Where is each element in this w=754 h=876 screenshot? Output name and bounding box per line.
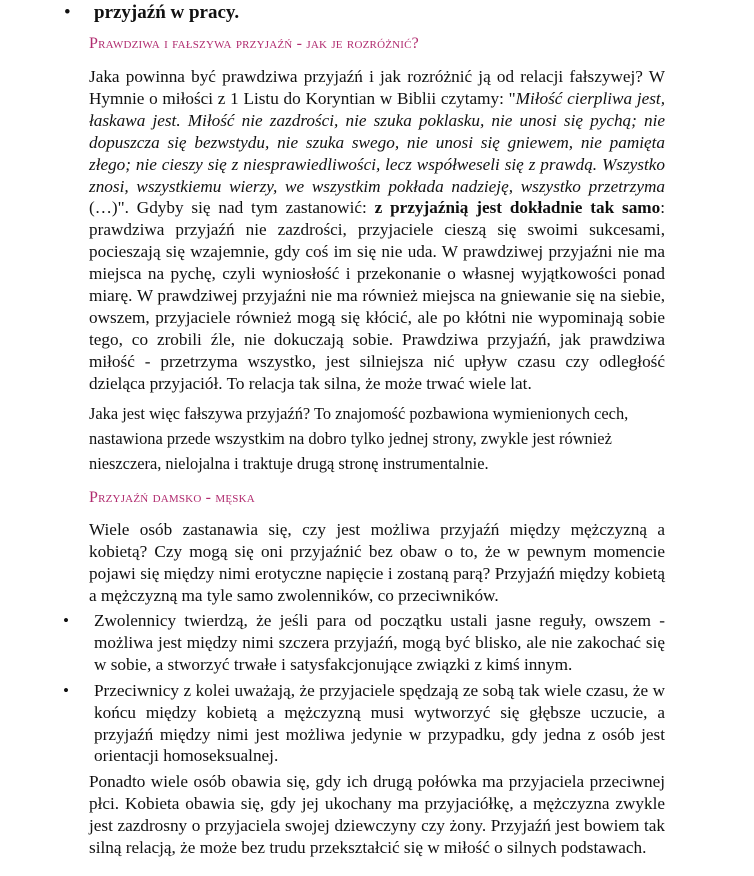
bullet-icon: • xyxy=(64,2,71,23)
paragraph-false-friendship: Jaka jest więc fałszywa przyjaźń? To znajomość pozbawiona wymienionych cech, nastawiona przede wszystkim na dobro tylko jednej strony, zwykle jest również nieszczera, nielojalna i traktuje drugą stronę instrumentalnie. xyxy=(89,404,629,473)
paragraph-text: : prawdziwa przyjaźń nie zazdrości, przyjaciele cieszą się swoimi sukcesami, pocieszają się wzajemnie, gdy coś im się nie uda. W prawdziwej przyjaźni nie ma miejsca na pychę, czyli wyniosłość i przekonanie o własnej wyjątkowości ponad miarę. W prawdziwej przyjaźni nie ma również miejsca na gniewanie się na siebie, owszem, przyjaciele również mogą się kłócić, ale po kłótni nie wypominają sobie tego, co zrobili źle, nie dokuczają sobie. Prawdziwa przyjaźń, jak prawdziwa miłość - przetrzyma wszystko, jest silniejsza nić upływ czasu czy odległość dzieląca przyjaciół. To relacja tak silna, że może trwać wiele lat. xyxy=(89,198,665,393)
bullet-icon: • xyxy=(63,681,70,700)
list-item-text: Zwolennicy twierdzą, że jeśli para od początku ustali jasne reguły, owszem - możliwa jest między nimi szczera przyjaźń, mogą być blisko, ale nie zakochać się w sobie, a stworzyć trwałe i satysfakcjonujące związki z kimś innym. xyxy=(94,611,665,674)
list-item-text: Przeciwnicy z kolei uważają, że przyjaciele spędzają ze sobą tak wiele czasu, że w końcu między kobietą a mężczyzną musi wytworzyć się głębsze uczucie, a przyjaźń między nimi jest możliwa jedynie w przypadku, gdy jedna z osób jest orientacji homoseksualnej. xyxy=(94,681,665,766)
paragraph-text: Jaka powinna być prawdziwa przyjaźń i jak rozróżnić ją od relacji fałszywej? W Hymnie o miłości z 1 Listu do Koryntian w Biblii czytamy: " xyxy=(89,67,665,108)
list-item-supporters xyxy=(63,610,665,675)
bible-quote: Miłość cierpliwa jest, łaskawa jest. Miłość nie zazdrości, nie szuka poklasku, nie unosi się pychą; nie dopuszcza się bezwstydu, nie szuka swego, nie unosi się gniewem, nie pamięta złego; nie cieszy się z niesprawiedliwości, lecz współweseli się z prawdą. Wszystko znosi, wszystkiemu wierzy, we wszystkim pokłada nadzieję, wszystko przetrzyma xyxy=(89,88,665,196)
paragraph-jealousy: Ponadto wiele osób obawia się, gdy ich drugą połówka ma przyjaciela przeciwnej płci. Kobieta obawia się, gdy jej ukochany ma przyjaciółkę, a mężczyzna zwykle jest zazdrosny o przyjaciela swojej dziewczyny czy żony. Przyjaźń jest bowiem tak silną relacją, że może bez trudu przekształcić się w miłość o silnych podstawach. xyxy=(89,772,665,857)
section-heading-male-female-friendship: Przyjaźń damsko - męska xyxy=(89,489,255,506)
paragraph-male-female-intro: Wiele osób zastanawia się, czy jest możliwa przyjaźń między mężczyzną a kobietą? Czy mogą się oni przyjaźnić bez obaw o to, że w pewnym momencie pojawi się między nimi erotyczne napięcie i zostaną parą? Przyjaźń między kobietą a mężczyzną ma tyle samo zwolenników, co przeciwników. xyxy=(89,520,665,605)
paragraph-true-friendship xyxy=(89,66,665,395)
section-heading-true-false-friendship: Prawdziwa i fałszywa przyjaźń - jak je rozróżnić? xyxy=(89,35,419,52)
list-item-opponents xyxy=(63,680,665,767)
bullet-icon: • xyxy=(63,611,70,630)
bullet-text: przyjaźń w pracy. xyxy=(94,2,240,23)
emphasis-text: z przyjaźnią jest dokładnie tak samo xyxy=(374,198,661,218)
paragraph-text: (…)". Gdyby się nad tym zastanowić: xyxy=(89,198,375,218)
